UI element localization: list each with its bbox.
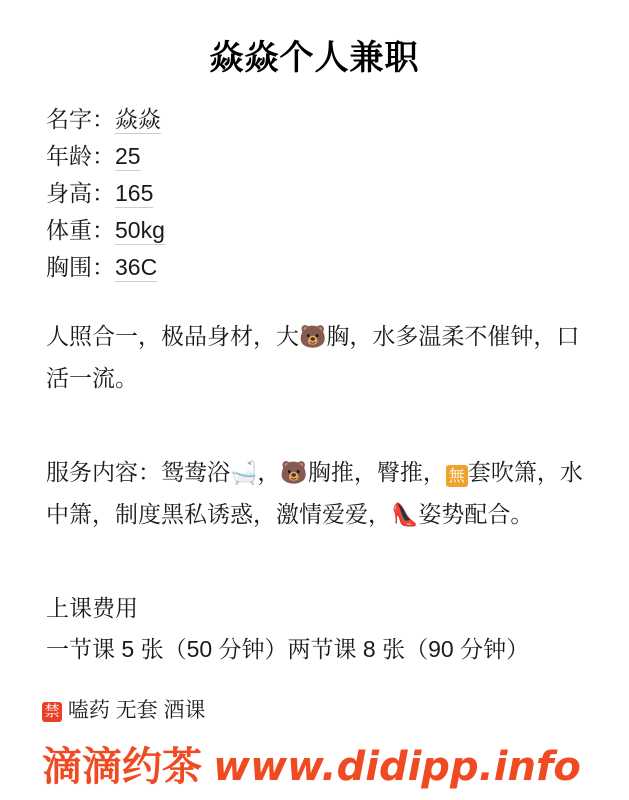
services-text-part2: ， [257, 459, 281, 485]
description-text-part1: 人照合一，极品身材，大 [46, 323, 299, 349]
profile-value-weight: 50kg [115, 217, 165, 243]
profile-label-weight: 体重： [46, 217, 115, 243]
profile-row [46, 138, 587, 175]
brand-name: 滴滴约茶 [42, 745, 202, 789]
services-paragraph [46, 452, 587, 536]
warning-line [42, 697, 599, 725]
description-paragraph [46, 316, 587, 398]
fee-heading: 上课费用 [46, 595, 138, 621]
warning-text: 嗑药 无套 酒课 [67, 699, 206, 722]
services-text-part4: 套吹箫，水中箫，制度黑私诱惑，激情爱爱， [46, 459, 583, 527]
services-text-part1: 服务内容：鸳鸯浴 [46, 459, 230, 485]
bear-icon: 🐻 [280, 461, 308, 486]
profile-row [46, 175, 587, 212]
profile-value-age: 25 [115, 143, 141, 169]
services-text-part5: 姿势配合。 [418, 501, 534, 527]
footer [42, 697, 599, 792]
profile-list [46, 101, 587, 286]
profile-value-bust: 36C [115, 254, 158, 280]
profile-label-age: 年龄： [46, 143, 115, 169]
page-title: 焱焱个人兼职 [209, 39, 420, 77]
no-squared-icon: 無 [446, 465, 468, 487]
profile-label-height: 身高： [46, 180, 115, 206]
high-heel-icon: 👠 [391, 503, 419, 528]
bear-icon: 🐻 [299, 325, 327, 350]
services-text-part3: 胸推，臀推， [307, 459, 446, 485]
prohibited-icon: 禁 [42, 702, 62, 722]
fee-detail: 一节课 5 张（50 分钟）两节课 8 张（90 分钟） [46, 636, 530, 662]
profile-row [46, 249, 587, 286]
brand-url: www.didipp.info [213, 744, 581, 790]
profile-value-height: 165 [115, 180, 154, 206]
description-text-part2: 胸，水多温柔不催钟，口活一流。 [46, 323, 580, 391]
profile-label-name: 名字： [46, 106, 115, 132]
bathtub-icon: 🛁 [230, 461, 258, 486]
profile-value-name: 焱焱 [115, 106, 161, 132]
brand-watermark [42, 735, 599, 792]
profile-row [46, 101, 587, 138]
fee-section [46, 588, 587, 670]
profile-label-bust: 胸围： [46, 254, 115, 280]
profile-row [46, 212, 587, 249]
